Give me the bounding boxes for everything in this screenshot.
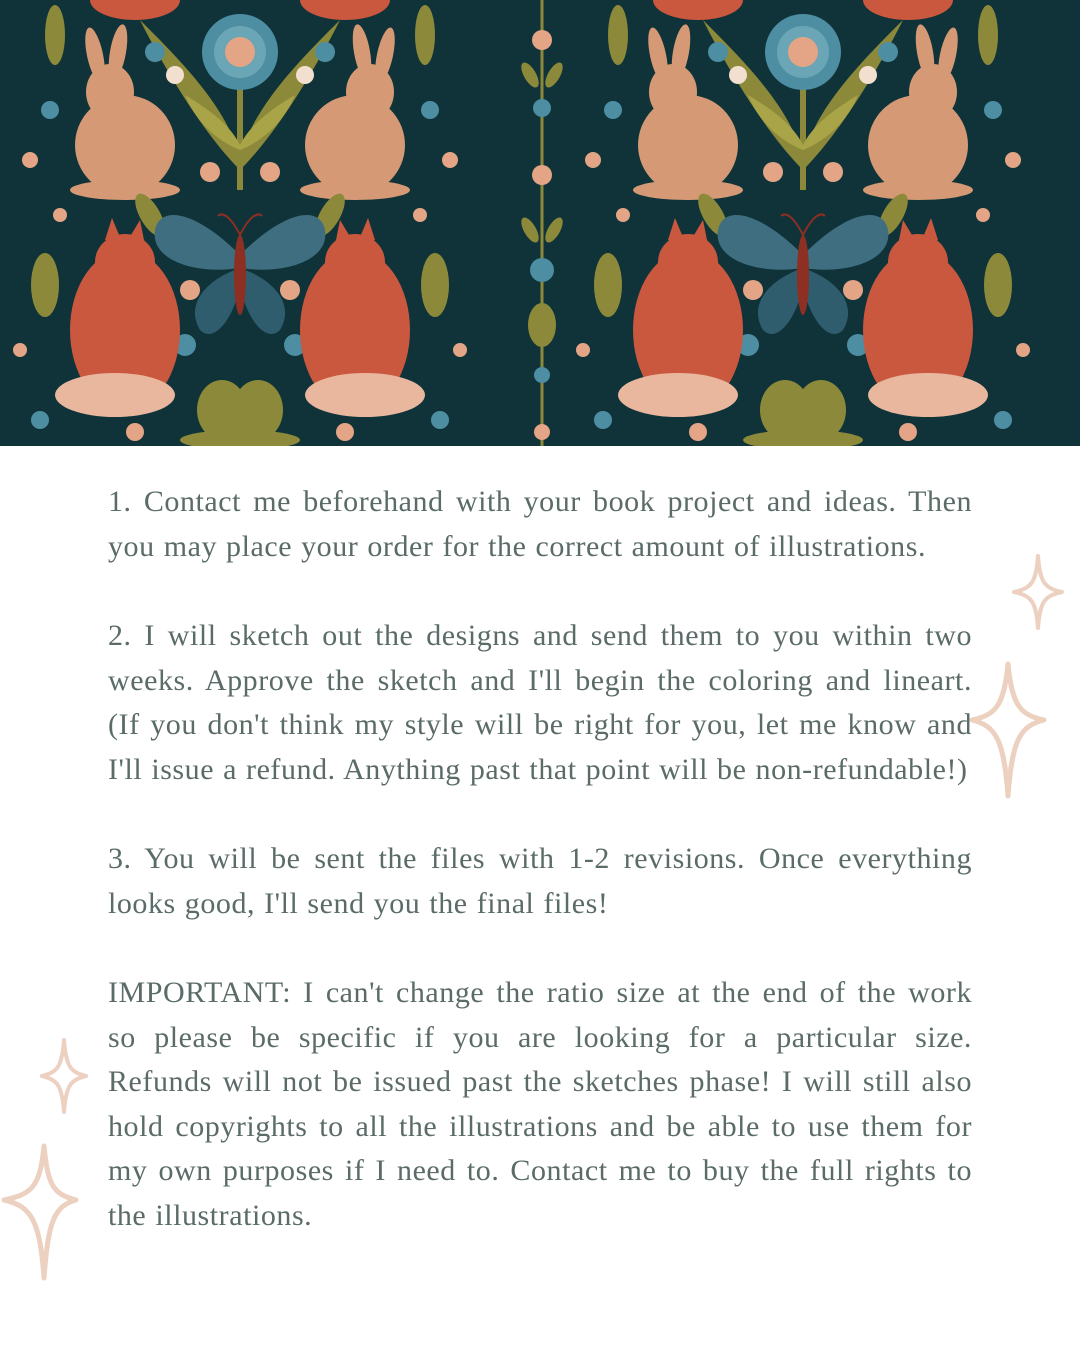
sparkle-icon	[38, 1036, 90, 1116]
sparkle-icon	[0, 1142, 80, 1282]
sparkle-icon	[1010, 552, 1066, 632]
terms-step-1: 1. Contact me beforehand with your book project and ideas. Then you may place your order for the correct amount of illustrations.	[108, 485, 972, 563]
terms-step-3: 3. You will be sent the files with 1-2 revisions. Once everything looks good, I'll send you the final files!	[108, 842, 972, 920]
order-terms	[108, 480, 972, 1238]
folk-art-illustration-banner	[0, 0, 1080, 446]
terms-step-2: 2. I will sketch out the designs and send them to you within two weeks. Approve the sketch and I'll begin the coloring and lineart. (If you don't think my style will be right for you, let me know and I'll issue a refund. Anything past that point will be non-refundable!)	[108, 619, 972, 786]
sparkle-icon	[968, 660, 1048, 800]
terms-important-note: IMPORTANT: I can't change the ratio size at the end of the work so please be specific if you are looking for a particular size. Refunds will not be issued past the sketches phase! I will still also hold copyrights to all the illustrations and be able to use them for my own purposes if I need to. Contact me to buy the full rights to the illustrations.	[108, 976, 972, 1232]
